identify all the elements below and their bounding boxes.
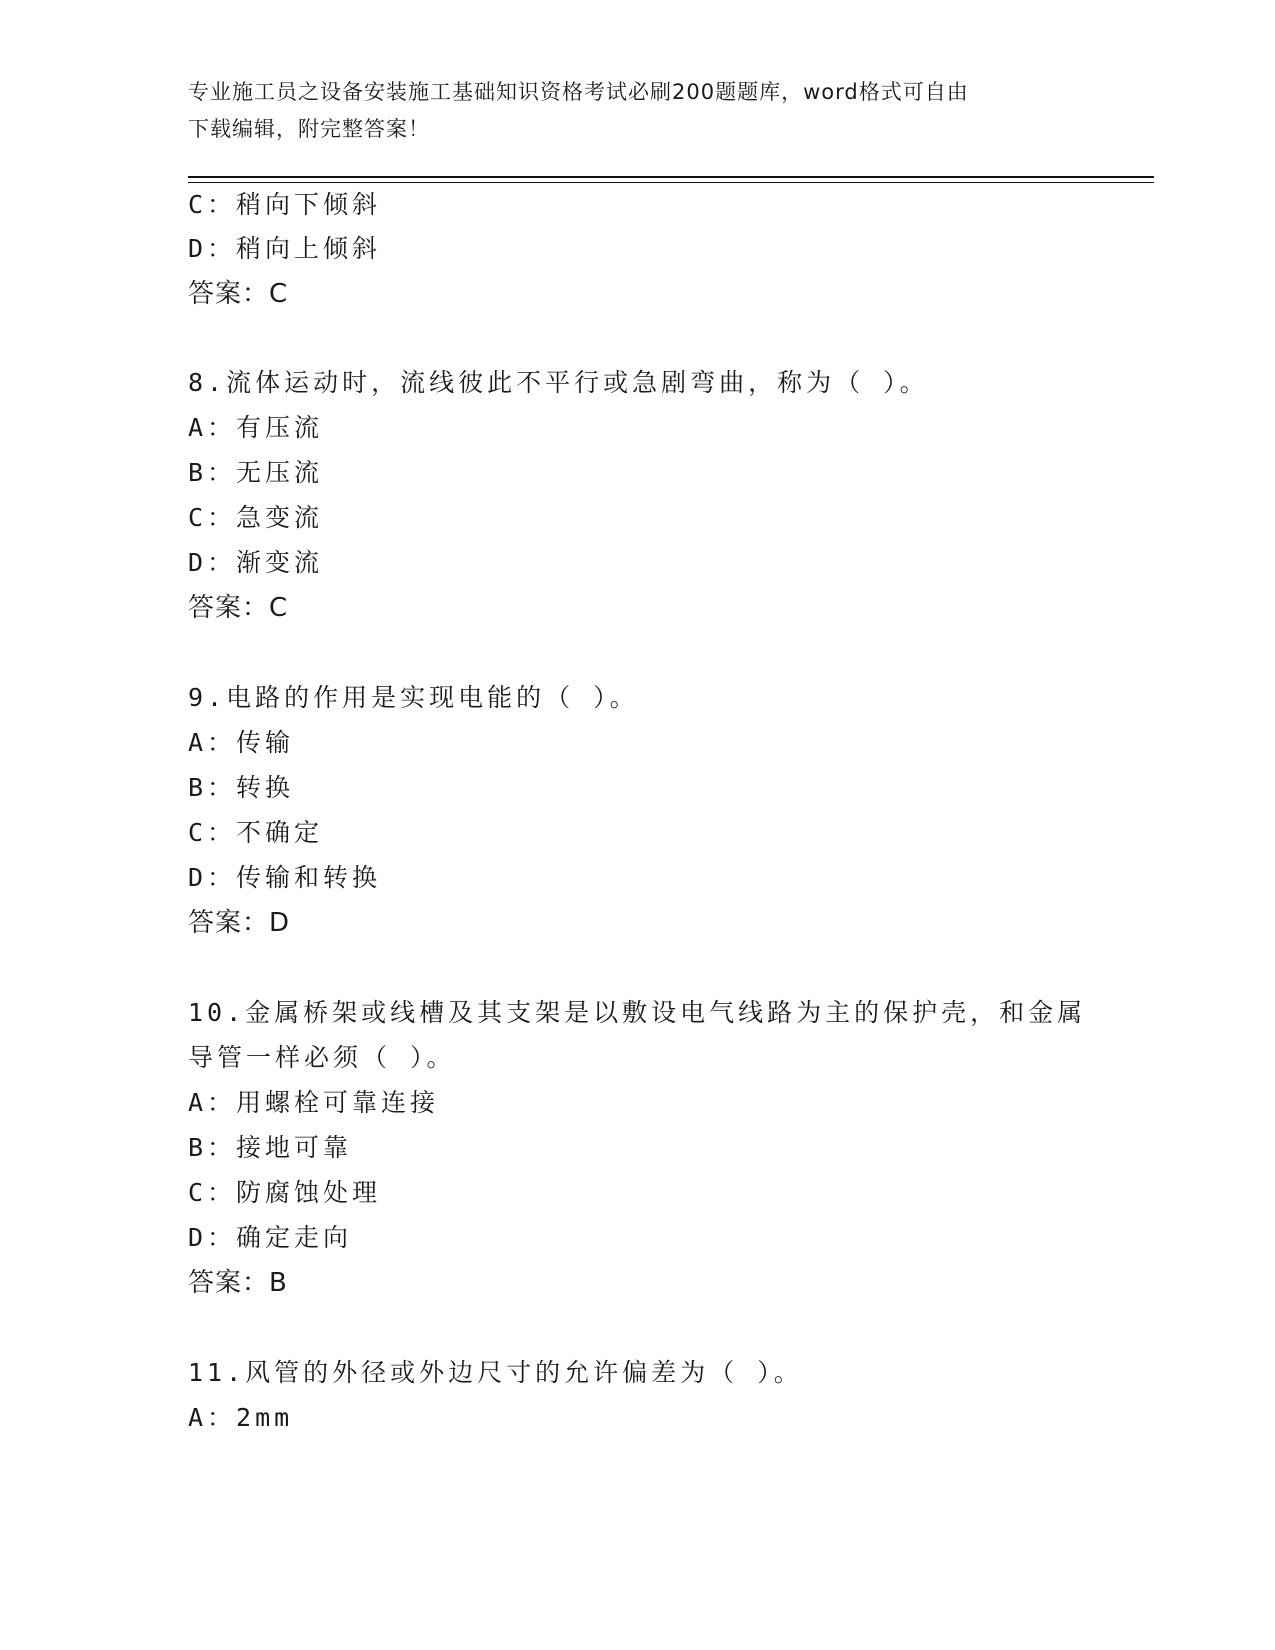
q11-option-a: A：2mm: [188, 1403, 294, 1432]
header-divider-thin: [188, 182, 1154, 183]
q9-option-b: B：转换: [188, 773, 295, 802]
q9-answer: 答案：D: [188, 908, 291, 938]
q10-question-line-1: 10.金属桥架或线槽及其支架是以敷设电气线路为主的保护壳，和金属: [188, 998, 1087, 1027]
q9-option-c: C：不确定: [188, 818, 324, 847]
q10-option-a: A：用螺栓可靠连接: [188, 1088, 440, 1117]
q10-option-b: B：接地可靠: [188, 1133, 353, 1162]
header-title-line-1: 专业施工员之设备安装施工基础知识资格考试必刷200题题库，word格式可自由: [188, 80, 969, 104]
q10-option-c: C：防腐蚀处理: [188, 1178, 382, 1207]
q10-option-d: D：确定走向: [188, 1223, 353, 1252]
header-divider-thick: [188, 176, 1154, 178]
q10-question-line-2: 导管一样必须（ ）。: [188, 1043, 456, 1072]
q9-option-a: A：传输: [188, 728, 295, 757]
q8-option-b: B：无压流: [188, 458, 324, 487]
document-header: [188, 74, 1068, 148]
header-title-line-2: 下载编辑，附完整答案！: [188, 117, 430, 141]
q11-question: 11.风管的外径或外边尺寸的允许偏差为（ ）。: [188, 1358, 803, 1387]
q8-answer: 答案：C: [188, 593, 289, 623]
q8-option-a: A：有压流: [188, 413, 324, 442]
q7-answer: 答案：C: [188, 279, 289, 309]
q7-option-c: C：稍向下倾斜: [188, 190, 382, 219]
q8-option-d: D：渐变流: [188, 548, 324, 577]
q8-option-c: C：急变流: [188, 503, 324, 532]
q10-answer: 答案：B: [188, 1268, 288, 1298]
q7-option-d: D：稍向上倾斜: [188, 234, 382, 263]
q9-question: 9.电路的作用是实现电能的（ ）。: [188, 683, 639, 712]
q9-option-d: D：传输和转换: [188, 863, 382, 892]
q8-question: 8.流体运动时，流线彼此不平行或急剧弯曲，称为（ ）。: [188, 368, 929, 397]
